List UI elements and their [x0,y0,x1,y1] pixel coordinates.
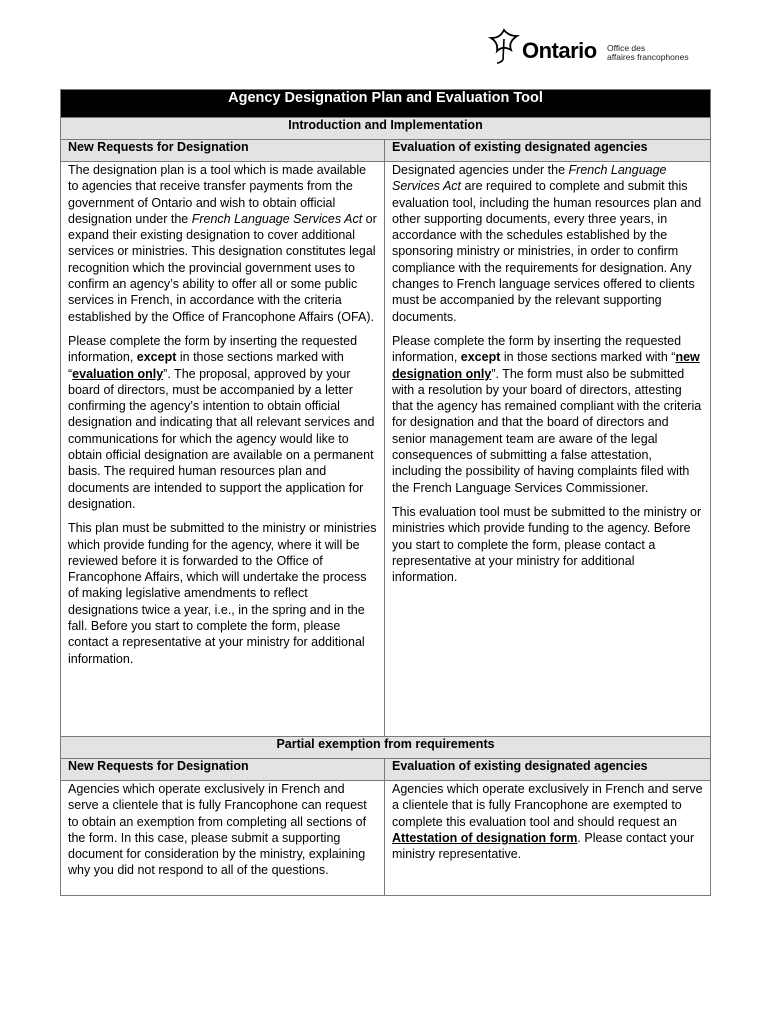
evaluation-only-marker: evaluation only [72,366,164,381]
designation-table [60,89,711,896]
paragraph: Designated agencies under the French Language Services Act are required to complete and submit this evaluation tool, including the human resources plan and other supporting documents, every three years, in accordance with the schedules established by the sponsoring ministry or ministries, in order to confirm compliance with the requirements for designation. Any changes to French language services offered to clients must be accompanied by the relevant supporting documents. [392,163,702,324]
exemption-new-requests-cell [61,781,385,896]
paragraph: Please complete the form by inserting the requested information, except in those sections marked with “new designation only”. The form must also be submitted with a resolution by your board of directors, attesting that the agency has remained compliant with the criteria for designation and that the board of directors and senior management team are aware of the legal consequences of submitting a false attestation, including the possibility of having complaints filed with the French Language Services Commissioner. [392,333,702,495]
paragraph: This plan must be submitted to the ministry or ministries which provide funding for the agency, where it will be reviewed before it is forwarded to the Office of Francophone Affairs, which will undertake the process of making legislative amendments to reflect designations twice a year, i.e., in the spring and in the fall. Before you start to complete the form, please contact a representative at your ministry for additional information. [68,521,377,666]
section-heading-introduction: Introduction and Implementation [61,118,711,140]
paragraph: Agencies which operate exclusively in French and serve a clientele that is fully Francophone can request to obtain an exemption from completing all sections of the form. In this case, please submit a supporting document for consideration by the ministry, explaining why you did not respond to all of the questions. [68,782,367,878]
column-header-evaluation: Evaluation of existing designated agencies [385,759,711,781]
trillium-icon [488,26,522,66]
paragraph: Please complete the form by inserting the requested information, except in those sections marked with “evaluation only”. The proposal, approved by your board of directors, must be accompanied by a letter confirming the agency’s intention to obtain official designation and indicating that all relevant services and communications for which the agency would like to obtain official designation are available on a permanent basis. The required human resources plan and documents are intended to support the application for designation. [68,333,375,511]
office-name [607,44,689,62]
paragraph: This evaluation tool must be submitted to the ministry or ministries which provide funding to the agency. Before you start to complete the form, please contact a representative at your ministry for additional information. [392,504,702,585]
section-heading-exemption: Partial exemption from requirements [61,737,711,759]
office-line-2: affaires francophones [607,52,689,62]
intro-evaluation-cell [385,162,711,737]
attestation-form-link[interactable]: Attestation of designation form [392,830,578,845]
office-line-1: Office des [607,43,646,53]
column-header-new-requests: New Requests for Designation [61,759,385,781]
column-header-new-requests: New Requests for Designation [61,140,385,162]
ontario-wordmark: Ontario [522,38,597,63]
table-title: Agency Designation Plan and Evaluation Tool [61,90,711,118]
paragraph: Agencies which operate exclusively in French and serve a clientele that is fully Francophone are exempted to complete this evaluation tool and should request an Attestation of designation form. Please contact your ministry representative. [392,782,703,862]
column-header-evaluation: Evaluation of existing designated agencies [385,140,711,162]
paragraph: The designation plan is a tool which is made available to agencies that receive transfer payments from the government of Ontario and wish to obtain official designation under the French Language Services Act or expand their existing designation to cover additional services or ministries. This designation constitutes legal recognition which the provincial government uses to confirm an agency’s ability to offer all or some public services in French, in accordance with the criteria established by the Office of Francophone Affairs (OFA). [68,163,377,324]
intro-new-requests-cell [61,162,385,737]
new-designation-only-marker: new designation only [392,350,700,381]
exemption-evaluation-cell [385,781,711,896]
